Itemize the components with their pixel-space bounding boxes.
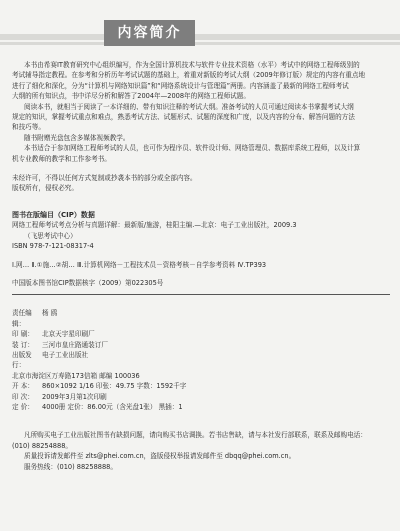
copyright-line: 版权所有，侵权必究。 [12, 184, 78, 193]
binder-row [12, 340, 390, 350]
printer-row [12, 329, 390, 339]
cip-line: 网络工程师考试考点分析与真题详解：最新版/施游，桂阳主编.—北京：电子工业出版社，2009.3 [12, 221, 297, 230]
intro-line: 大纲的所有知识点，书中详尽分析和解答了2004年—2008年的网络工程师试题。 [12, 92, 250, 101]
price-label: 定 价： [12, 402, 34, 411]
cip-section [12, 210, 390, 288]
intro-line: 和技巧等。 [12, 123, 45, 132]
document-body [12, 60, 390, 472]
intro-section [12, 60, 390, 164]
notice-section [12, 430, 390, 472]
publisher-address: 北京市海淀区万寿路173信箱 邮编 100036 [12, 371, 140, 380]
divider [12, 294, 390, 295]
editor-value: 杨 鸥 [42, 309, 58, 318]
cip-heading: 图书在版编目（CIP）数据 [12, 210, 95, 219]
cip-line: 中国版本图书馆CIP数据核字（2009）第022305号 [12, 278, 164, 287]
production-section [12, 308, 390, 412]
publisher-value: 电子工业出版社 [42, 350, 89, 359]
cip-line: Ⅰ.网… Ⅱ.①施…②胡… Ⅲ.计算机网络－工程技术员－资格考核－自学参考资料 Ⅳ.TP393 [12, 260, 267, 269]
copyright-section [12, 173, 390, 194]
edition-value: 2009年3月第1次印刷 [42, 392, 107, 401]
notice-line: 凡所购买电子工业出版社图书有缺损问题，请向购买书店调换。若书店售缺，请与本社发行部联系，联系及邮购电话： [24, 431, 367, 440]
price-value: 4000册 定价：86.00元（含光盘1张） 黑插：1 [42, 402, 183, 411]
editor-label: 责任编辑： [12, 309, 32, 328]
banner-stripe-top [0, 34, 400, 40]
banner-stripe-bottom [0, 42, 400, 45]
format-row [12, 381, 390, 391]
publisher-row [12, 350, 390, 371]
editor-row [12, 308, 390, 329]
intro-line: 本书适合于参加网络工程师考试的人员，也可作为程序员、软件设计师、网络管理员、数据库系统工程师，以及计算 [24, 144, 361, 153]
isbn: ISBN 978-7-121-08317-4 [12, 242, 94, 251]
intro-line: 进行了细化和深化，分为“计算机与网络知识篇”和“网络系统设计与管理篇”两册。内容涵盖了最新的网络工程师考试 [12, 81, 349, 90]
intro-line: 考试辅导指定教程。在参考和分析历年考试试题的基础上，着重对新版的考试大纲（2009年修订版）规定的内容有重点地 [12, 71, 366, 80]
notice-line: (010) 88254888。 [12, 441, 72, 450]
format-value: 860×1092 1/16 印张：49.75 字数：1592千字 [42, 382, 187, 391]
intro-line: 阅读本书，就相当于阅读了一本详细的、带有知识注释的考试大纲。准备考试的人员可通过阅读本书掌握考试大纲 [24, 102, 354, 111]
printer-value: 北京天宇星印刷厂 [42, 330, 95, 339]
page-title: 内容简介 [117, 25, 182, 41]
edition-row [12, 392, 390, 402]
intro-line: 规定的知识，掌握考试重点和难点，熟悉考试方法、试题形式、试题的深度和广度，以及内容的分布、解答问题的方法 [12, 113, 355, 122]
header-banner [0, 0, 400, 52]
binder-value: 三河市皇庄路通装订厂 [42, 340, 108, 349]
intro-line: 随书附赠光盘包含多媒体视频教学。 [24, 133, 130, 142]
title-box [104, 20, 195, 46]
intro-line: 机专业教师的教学和工作参考书。 [12, 154, 111, 163]
format-label: 开 本： [12, 382, 34, 391]
notice-line: 质量投诉请发邮件至 zlts@phei.com.cn，盗版侵权举报请发邮件至 dbqq@phei.com.cn。 [24, 452, 296, 461]
edition-label: 印 次： [12, 392, 34, 401]
price-row [12, 402, 390, 412]
copyright-line: 未经许可，不得以任何方式复制或抄袭本书的部分或全部内容。 [12, 174, 197, 183]
notice-line: 服务热线：(010) 88258888。 [24, 462, 117, 471]
binder-label: 装 订： [12, 340, 34, 349]
publisher-label: 出版发行： [12, 350, 32, 370]
printer-label: 印 刷： [12, 330, 34, 339]
intro-line: 本书由希赛IT教育研究中心组织编写，作为全国计算机技术与软件专业技术资格（水平）考试中的网络工程师级别的 [24, 61, 360, 69]
cip-line: （飞思考试中心） [24, 231, 77, 240]
